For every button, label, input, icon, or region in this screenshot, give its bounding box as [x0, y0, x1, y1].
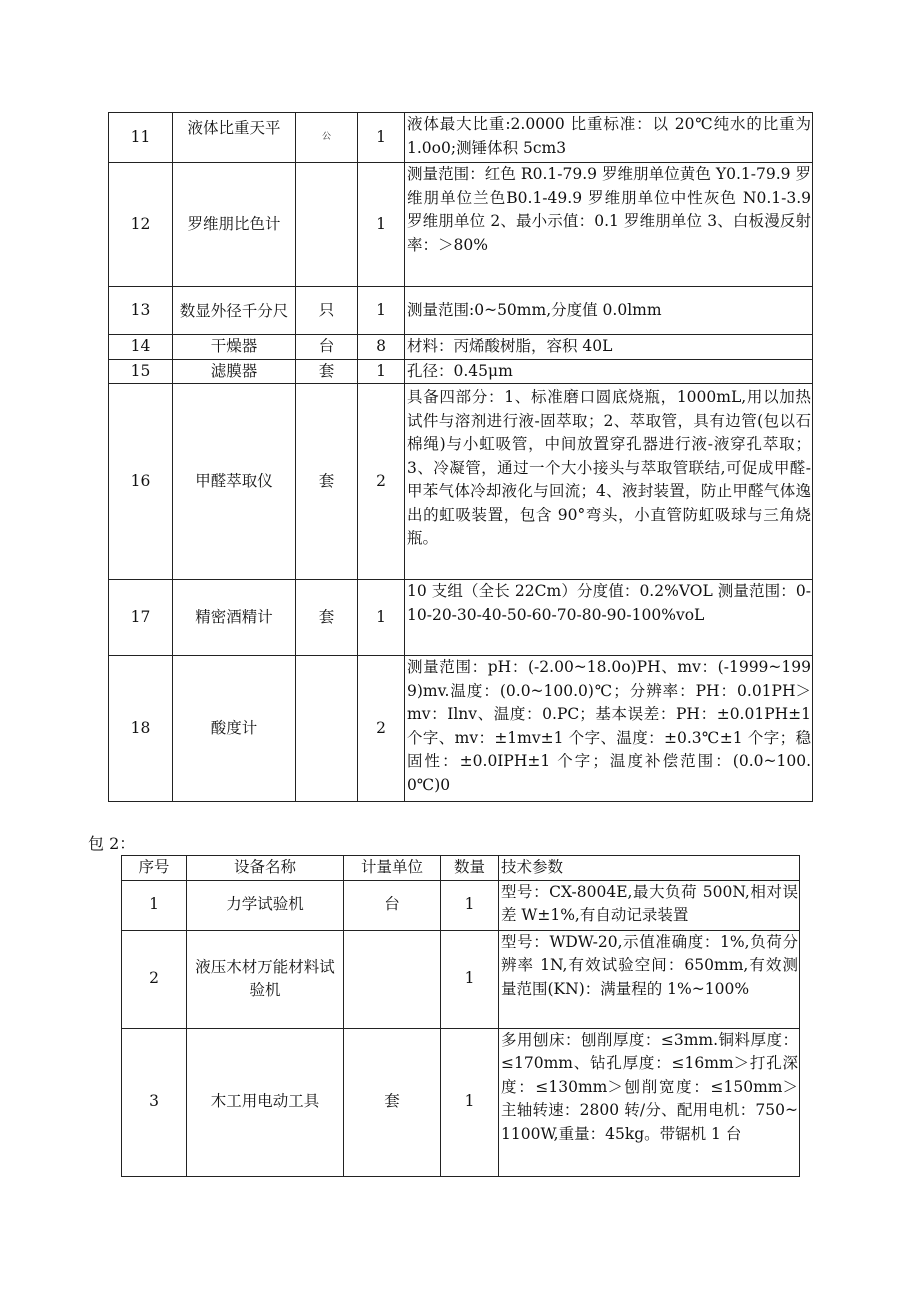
header-qty: 数量: [441, 856, 499, 881]
unit: [296, 163, 358, 287]
equipment-name: 数显外径千分尺: [173, 287, 296, 335]
quantity: 1: [441, 1028, 499, 1176]
quantity: 1: [358, 113, 405, 163]
unit: 套: [344, 1028, 441, 1176]
equipment-name: 滤膜器: [173, 359, 296, 384]
header-no: 序号: [122, 856, 187, 881]
equipment-name: 罗维朋比色计: [173, 163, 296, 287]
table-row: [109, 287, 813, 335]
quantity: 1: [441, 930, 499, 1028]
unit: [296, 656, 358, 802]
quantity: 2: [358, 656, 405, 802]
technical-spec: 材料：丙烯酸树脂，容积 40L: [405, 335, 813, 360]
equipment-name: 甲醛萃取仪: [173, 384, 296, 580]
header-row: [122, 856, 800, 881]
package-label: 包 2：: [88, 834, 136, 853]
row-number: 2: [122, 930, 187, 1028]
quantity: 1: [358, 163, 405, 287]
unit: 套: [296, 580, 358, 656]
row-number: 13: [109, 287, 173, 335]
unit: 公: [296, 113, 358, 163]
quantity: 1: [358, 359, 405, 384]
quantity: 2: [358, 384, 405, 580]
row-number: 14: [109, 335, 173, 360]
technical-spec: 测量范围：红色 R0.1-79.9 罗维朋单位黄色 Y0.1-79.9 罗维朋单位兰色B0.1-49.9 罗维朋单位中性灰色 N0.1-3.9 罗维朋单位 2、最小示值：0.1 罗维朋单位 3、白板漫反射率：＞80%: [405, 163, 813, 287]
unit: 套: [296, 359, 358, 384]
row-number: 1: [122, 880, 187, 930]
header-spec: 技术参数: [499, 856, 800, 881]
technical-spec: 型号：CX-8004E,最大负荷 500N,相对误差 W±1%,有自动记录装置: [499, 880, 800, 930]
quantity: 1: [441, 880, 499, 930]
table-row: [109, 656, 813, 802]
equipment-name: 液压木材万能材料试验机: [187, 930, 344, 1028]
row-number: 17: [109, 580, 173, 656]
unit: [344, 930, 441, 1028]
unit: 台: [296, 335, 358, 360]
equipment-name: 木工用电动工具: [187, 1028, 344, 1176]
technical-spec: 测量范围:0~50mm,分度值 0.0lmm: [405, 287, 813, 335]
equipment-name: 酸度计: [173, 656, 296, 802]
technical-spec: 液体最大比重:2.0000 比重标准：以 20℃纯水的比重为 1.0o0;测锤体积 5cm3: [405, 113, 813, 163]
equipment-name: 精密酒精计: [173, 580, 296, 656]
table-row: [109, 335, 813, 360]
row-number: 12: [109, 163, 173, 287]
table-row: [109, 359, 813, 384]
unit: 台: [344, 880, 441, 930]
technical-spec: 孔径：0.45μm: [405, 359, 813, 384]
quantity: 1: [358, 287, 405, 335]
header-unit: 计量单位: [344, 856, 441, 881]
table-row: [109, 384, 813, 580]
equipment-name: 干燥器: [173, 335, 296, 360]
unit: 套: [296, 384, 358, 580]
table-row: [109, 163, 813, 287]
row-number: 15: [109, 359, 173, 384]
header-name: 设备名称: [187, 856, 344, 881]
equipment-name: 力学试验机: [187, 880, 344, 930]
table-row: [122, 930, 800, 1028]
table-row: [109, 580, 813, 656]
equipment-table-2: [121, 855, 800, 1177]
equipment-name: 液体比重天平: [173, 113, 296, 163]
row-number: 3: [122, 1028, 187, 1176]
row-number: 18: [109, 656, 173, 802]
technical-spec: 具备四部分：1、标准磨口圆底烧瓶，1000mL,用以加热试件与溶剂进行液-固萃取；2、萃取管，具有边管(包以石棉绳)与小虹吸管，中间放置穿孔器进行液-液穿孔萃取；3、冷凝管，通过一个大小接头与萃取管联结,可促成甲醛-甲苯气体冷却液化与回流；4、液封装置，防止甲醛气体逸出的虹吸装置，包含 90°弯头，小直管防虹吸球与三角烧瓶。: [405, 384, 813, 580]
table-row: [122, 880, 800, 930]
row-number: 11: [109, 113, 173, 163]
row-number: 16: [109, 384, 173, 580]
quantity: 8: [358, 335, 405, 360]
technical-spec: 多用刨床：刨削厚度：≤3mm.铜料厚度：≤170mm、钻孔厚度：≤16mm＞打孔深度：≤130mm＞刨削宽度：≤150mm＞主轴转速：2800 转/分、配用电机：750~1100W,重量：45kg。带锯机 1 台: [499, 1028, 800, 1176]
technical-spec: 10 支组（全长 22Cm）分度值：0.2%VOL 测量范围：0-10-20-30-40-50-60-70-80-90-100%voL: [405, 580, 813, 656]
table-row: [109, 113, 813, 163]
technical-spec: 测量范围：pH：(-2.00~18.0o)PH、mv：(-1999~1999)mv.温度：(0.0~100.0)℃；分辨率：PH：0.01PH＞mv：Ilnv、温度：0.PC；基本误差：PH：±0.01PH±1 个字、mv：±1mv±1 个字、温度：±0.3℃±1 个字；稳固性：±0.0IPH±1 个字；温度补偿范围：(0.0~100.0℃)0: [405, 656, 813, 802]
technical-spec: 型号：WDW-20,示值准确度：1%,负荷分辨率 1N,有效试验空间：650mm,有效测量范围(KN)：满量程的 1%~100%: [499, 930, 800, 1028]
quantity: 1: [358, 580, 405, 656]
equipment-table-1: [108, 112, 813, 802]
table-row: [122, 1028, 800, 1176]
unit: 只: [296, 287, 358, 335]
